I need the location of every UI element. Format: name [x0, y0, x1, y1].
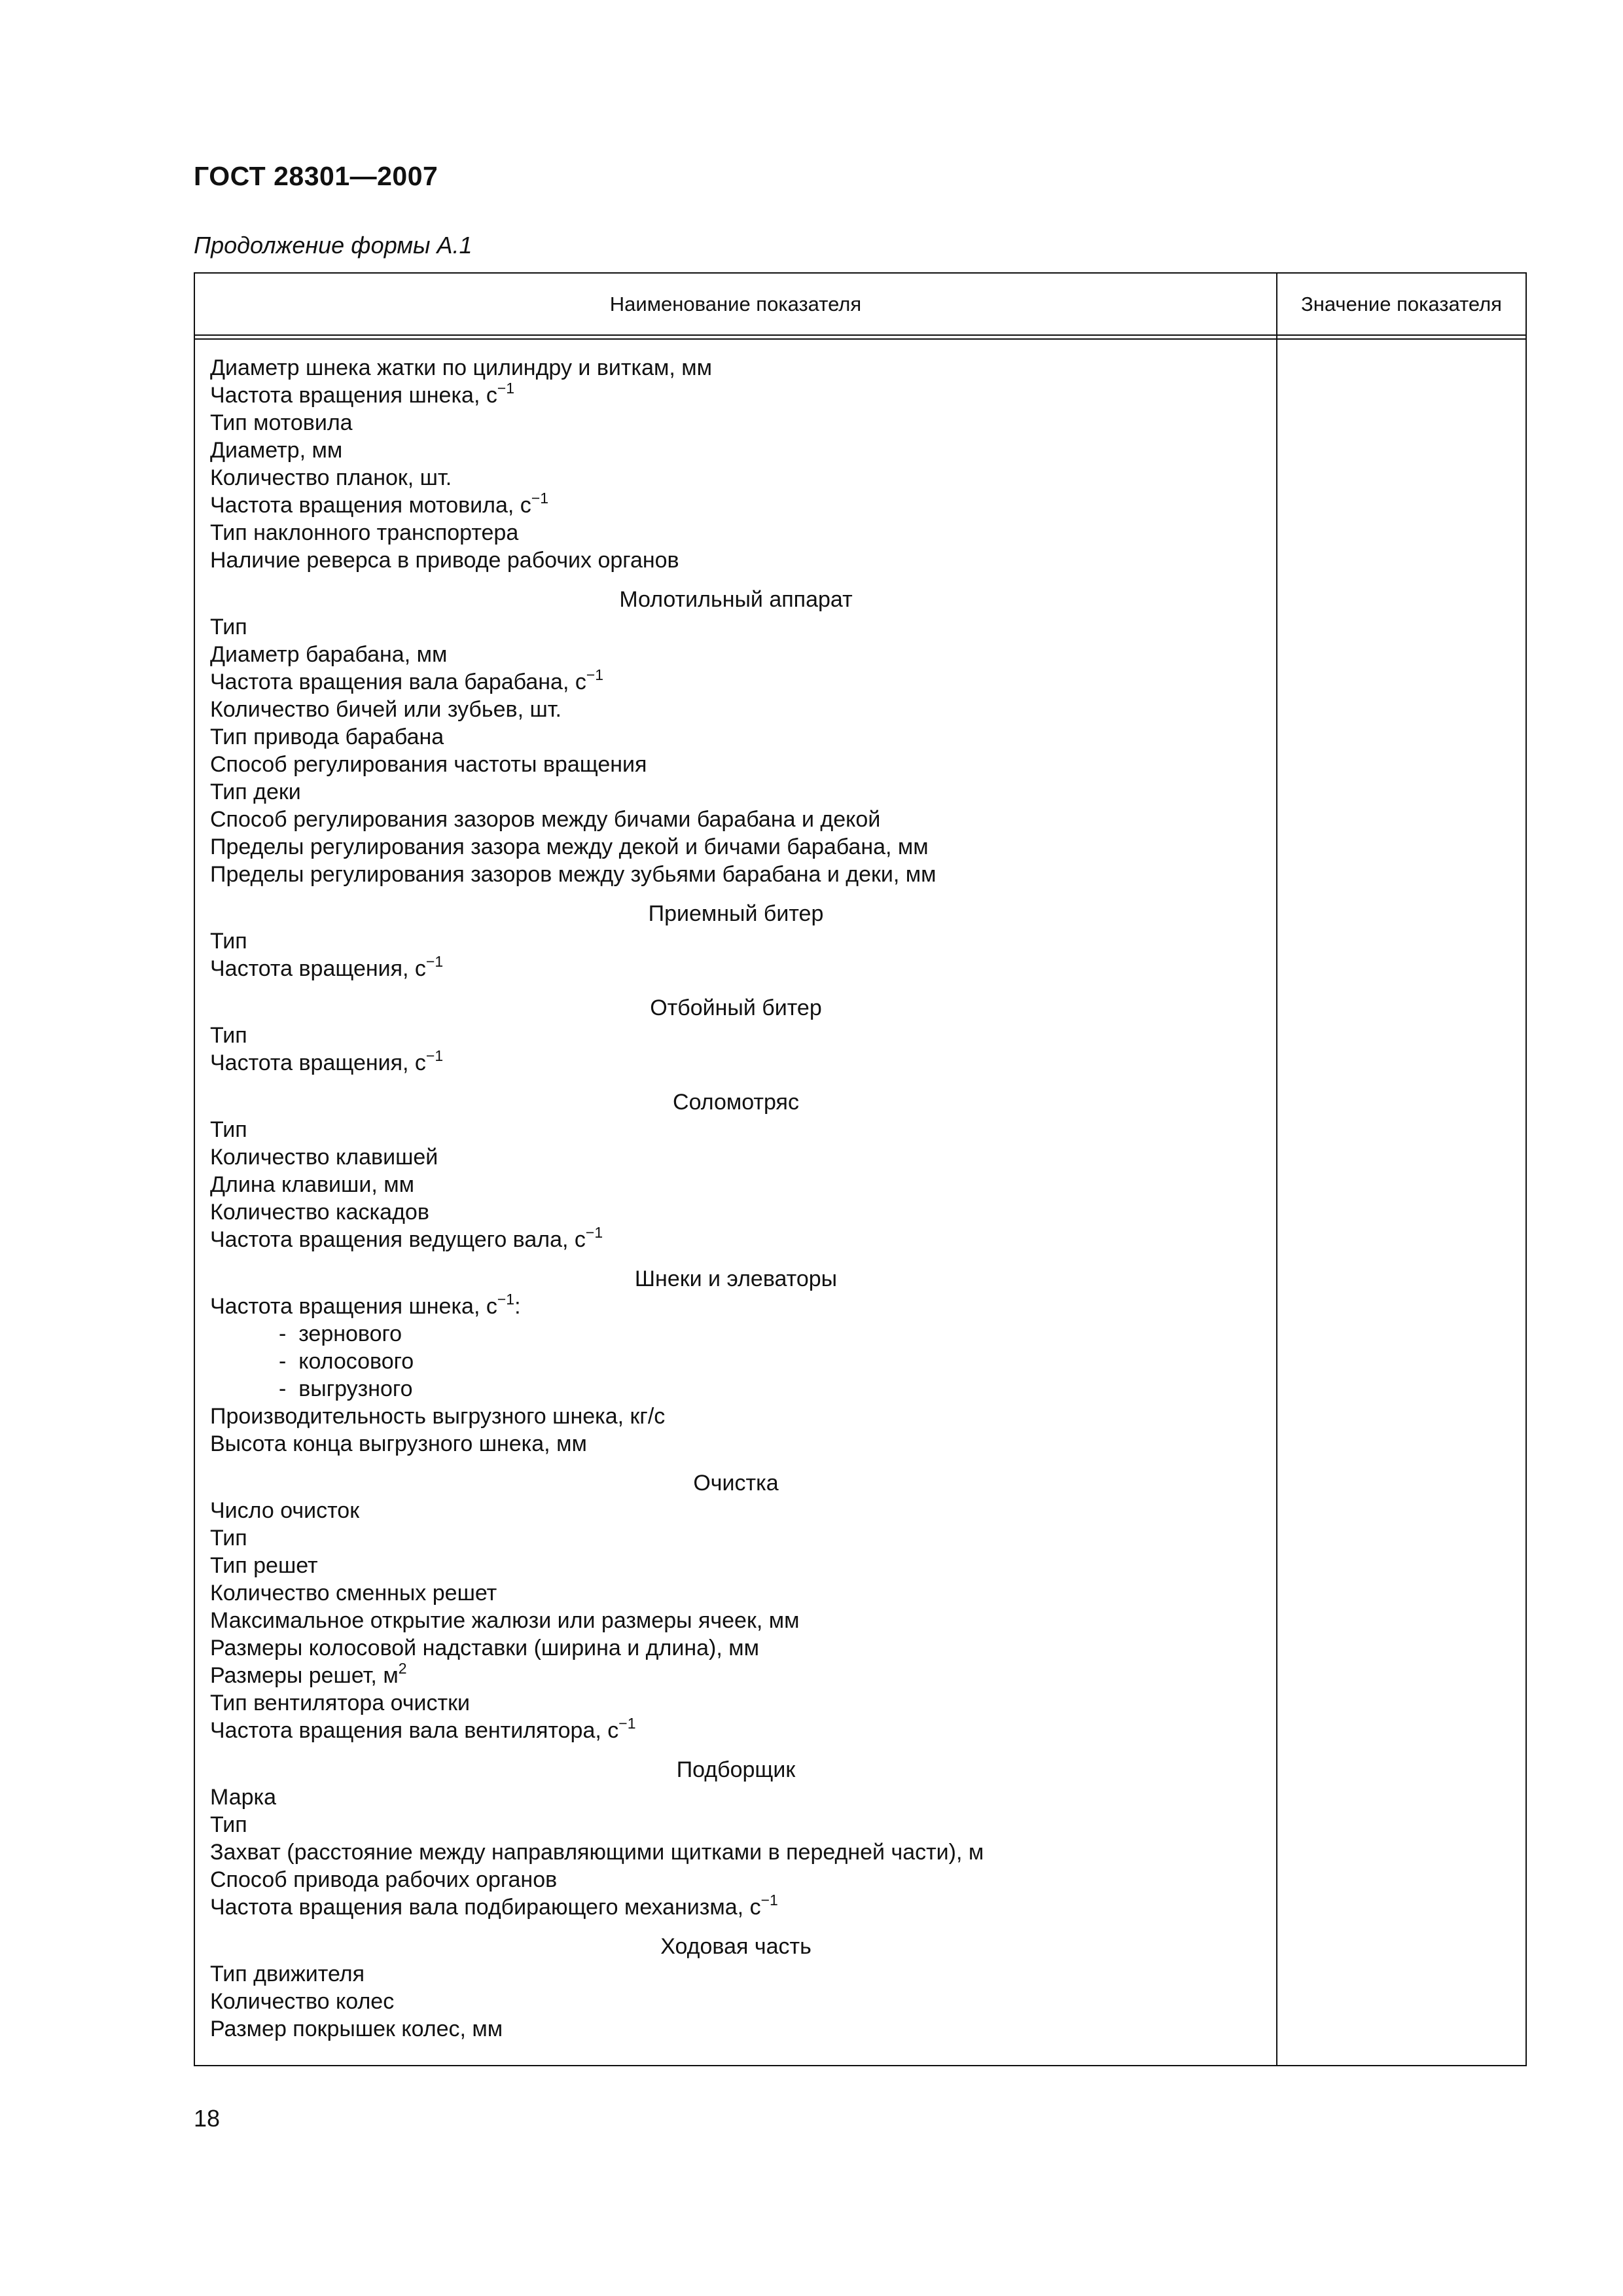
indicator-label: Размеры решет, м	[210, 1663, 399, 1688]
indicator-row	[210, 1634, 1262, 1662]
section-title: Шнеки и элеваторы	[634, 1266, 838, 1291]
indicator-label: Частота вращения вала вентилятора, с	[210, 1718, 619, 1743]
indicator-row	[210, 1839, 1262, 1866]
indicator-label: Частота вращения вала подбирающего механизма, с	[210, 1895, 761, 1920]
indicator-row	[210, 641, 1262, 668]
indicator-row	[210, 1198, 1262, 1226]
indicator-row	[210, 1717, 1262, 1744]
header-indicator-name: Наименование показателя	[609, 292, 862, 315]
indicator-label: Частота вращения, с	[210, 956, 426, 981]
unit-exponent: −1	[425, 1047, 444, 1064]
indicator-row	[210, 1689, 1262, 1717]
indicator-row	[210, 861, 1262, 888]
indicator-label: Тип привода барабана	[210, 725, 444, 749]
indicator-group	[210, 1265, 1262, 1458]
indicator-row	[210, 696, 1262, 723]
indicator-row	[210, 1552, 1262, 1579]
indicators-form-table	[194, 272, 1527, 2066]
indicator-row	[210, 1524, 1262, 1552]
indicator-label: Способ регулирования зазоров между бичами барабана и декой	[210, 807, 881, 832]
section-title: Очистка	[693, 1471, 779, 1496]
indicator-row	[210, 806, 1262, 833]
section-title: Соломотряс	[673, 1090, 799, 1115]
indicator-row	[210, 955, 1262, 982]
indicator-label: Частота вращения шнека, с	[210, 383, 497, 408]
unit-exponent: −1	[531, 490, 549, 507]
indicator-label: Количество каскадов	[210, 1200, 429, 1225]
document-title: ГОСТ 28301—2007	[194, 161, 438, 191]
indicator-row	[210, 409, 1262, 437]
indicator-group	[210, 900, 1262, 982]
indicator-label: Производительность выгрузного шнека, кг/с	[210, 1404, 666, 1429]
indicator-label: Способ привода рабочих органов	[210, 1867, 558, 1892]
indicator-label: выгрузного	[298, 1376, 413, 1401]
indicator-label: Количество бичей или зубьев, шт.	[210, 697, 562, 722]
indicator-label: Пределы регулирования зазора между декой и бичами барабана, мм	[210, 834, 929, 859]
indicator-label: Тип	[210, 1117, 247, 1142]
unit-exponent: −1	[585, 1224, 603, 1241]
indicator-label: Количество клавишей	[210, 1145, 438, 1170]
unit-exponent: 2	[398, 1660, 407, 1677]
indicator-row	[210, 668, 1262, 696]
indicator-label: Тип решет	[210, 1553, 318, 1578]
indicator-label: Количество планок, шт.	[210, 465, 452, 490]
indicator-label: Способ регулирования частоты вращения	[210, 752, 647, 777]
indicator-row	[210, 1430, 1262, 1458]
indicator-label: Тип	[210, 1812, 247, 1837]
indicator-label: Тип мотовила	[210, 410, 353, 435]
indicator-label: Длина клавиши, мм	[210, 1172, 414, 1197]
indicator-row	[210, 778, 1262, 806]
indicator-label: Высота конца выгрузного шнека, мм	[210, 1431, 587, 1456]
unit-exponent: −1	[497, 1291, 515, 1308]
indicator-subrow	[210, 1320, 1262, 1348]
indicator-row	[210, 1866, 1262, 1893]
indicator-subrow	[210, 1348, 1262, 1375]
indicator-label: Диаметр, мм	[210, 438, 343, 463]
indicator-row	[210, 613, 1262, 641]
column-divider	[1276, 274, 1277, 2065]
indicator-row	[210, 1049, 1262, 1077]
indicator-label: Диаметр шнека жатки по цилиндру и виткам, мм	[210, 355, 713, 380]
indicator-row	[210, 1662, 1262, 1689]
indicator-subrow	[210, 1375, 1262, 1403]
indicator-label: Захват (расстояние между направляющими щитками в передней части), м	[210, 1840, 984, 1865]
indicator-label: Частота вращения вала барабана, с	[210, 670, 586, 694]
indicator-row	[210, 1960, 1262, 1988]
indicator-label: Тип движителя	[210, 1962, 365, 1986]
indicator-label: Тип наклонного транспортера	[210, 520, 519, 545]
indicator-row	[210, 2015, 1262, 2043]
indicator-row	[210, 1116, 1262, 1143]
indicator-label: Размер покрышек колес, мм	[210, 2017, 503, 2041]
indicator-label: Тип	[210, 1526, 247, 1551]
indicator-row	[210, 519, 1262, 547]
section-title: Молотильный аппарат	[619, 587, 853, 612]
indicator-group	[210, 1756, 1262, 1921]
indicator-row	[210, 1497, 1262, 1524]
indicator-label: Тип	[210, 929, 247, 954]
unit-exponent: −1	[760, 1892, 778, 1909]
indicator-group	[210, 1088, 1262, 1253]
indicator-row	[210, 1607, 1262, 1634]
indicator-row	[210, 1293, 1262, 1320]
indicator-row	[210, 1988, 1262, 2015]
indicator-label: Частота вращения мотовила, с	[210, 493, 531, 518]
indicator-label: Наличие реверса в приводе рабочих органов	[210, 548, 679, 573]
form-continuation-caption: Продолжение формы А.1	[194, 232, 473, 259]
indicator-row	[210, 927, 1262, 955]
unit-exponent: −1	[497, 380, 515, 397]
indicator-row	[210, 723, 1262, 751]
indicator-row	[210, 547, 1262, 574]
indicator-label: Частота вращения ведущего вала, с	[210, 1227, 586, 1252]
indicator-row	[210, 354, 1262, 382]
indicator-label: Количество колес	[210, 1989, 395, 2014]
indicator-row	[210, 1893, 1262, 1921]
indicator-row	[210, 464, 1262, 492]
indicator-group	[210, 994, 1262, 1077]
indicator-group	[210, 586, 1262, 888]
page-number: 18	[194, 2105, 221, 2132]
indicator-label: Тип	[210, 615, 247, 639]
indicator-row	[210, 1784, 1262, 1811]
table-header	[195, 274, 1525, 336]
label-suffix: :	[514, 1294, 521, 1319]
indicator-label: колосового	[298, 1349, 414, 1374]
section-title: Приемный битер	[648, 901, 824, 926]
header-indicator-value: Значение показателя	[1301, 292, 1502, 315]
indicator-row	[210, 492, 1262, 519]
indicator-row	[210, 751, 1262, 778]
indicator-row	[210, 1171, 1262, 1198]
section-title: Отбойный битер	[650, 996, 822, 1020]
section-title: Ходовая часть	[660, 1934, 812, 1959]
indicator-row	[210, 382, 1262, 409]
indicator-label: Тип вентилятора очистки	[210, 1691, 470, 1715]
indicator-label: Количество сменных решет	[210, 1581, 497, 1605]
indicator-label: Марка	[210, 1785, 277, 1810]
indicator-label: Тип	[210, 1023, 247, 1048]
indicator-label: зернового	[298, 1321, 402, 1346]
indicator-label: Диаметр барабана, мм	[210, 642, 448, 667]
indicator-group	[210, 1933, 1262, 2043]
indicator-row	[210, 1579, 1262, 1607]
indicator-label: Пределы регулирования зазоров между зубьями барабана и деки, мм	[210, 862, 936, 887]
indicator-label: Максимальное открытие жалюзи или размеры ячеек, мм	[210, 1608, 800, 1633]
indicator-row	[210, 437, 1262, 464]
indicator-row	[210, 1022, 1262, 1049]
unit-exponent: −1	[618, 1715, 636, 1732]
indicator-label: Размеры колосовой надставки (ширина и длина), мм	[210, 1636, 759, 1660]
unit-exponent: −1	[586, 666, 604, 683]
indicator-label: Число очисток	[210, 1498, 360, 1523]
indicator-group	[210, 354, 1262, 574]
indicator-row	[210, 1226, 1262, 1253]
unit-exponent: −1	[425, 953, 444, 970]
indicator-row	[210, 833, 1262, 861]
section-title: Подборщик	[676, 1757, 796, 1782]
indicator-group	[210, 1469, 1262, 1744]
indicator-label: Частота вращения, с	[210, 1050, 426, 1075]
indicator-row	[210, 1403, 1262, 1430]
indicator-label: Частота вращения шнека, с	[210, 1294, 497, 1319]
indicator-label: Тип деки	[210, 780, 301, 804]
indicator-row	[210, 1143, 1262, 1171]
indicator-row	[210, 1811, 1262, 1839]
table-body	[210, 354, 1262, 2043]
